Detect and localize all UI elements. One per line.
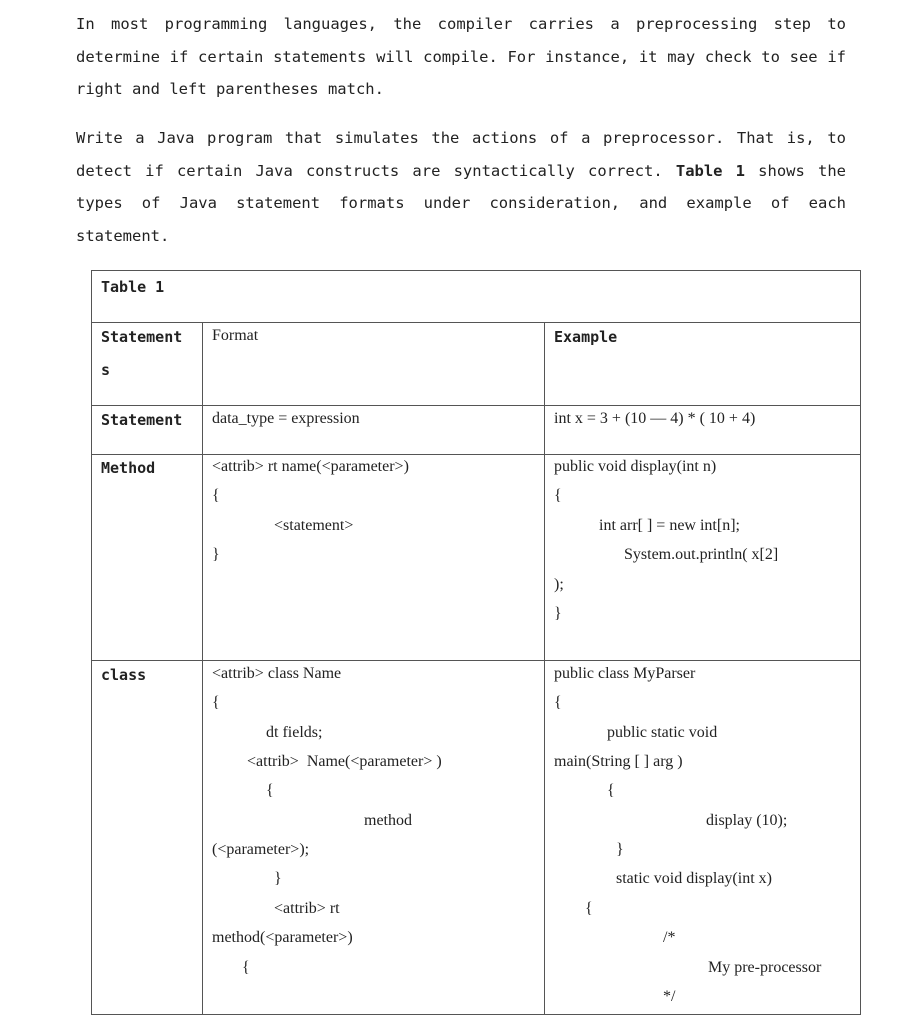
class-format-line: <attrib> rt <box>274 900 340 917</box>
method-example-line: System.out.println( x[2] <box>624 546 779 563</box>
class-format-line: method(<parameter>) <box>212 929 353 946</box>
class-format-line: { <box>212 694 220 711</box>
class-format-line: } <box>274 870 282 887</box>
method-example-line: } <box>554 605 562 622</box>
method-format-line: <attrib> rt name(<parameter>) <box>212 458 409 475</box>
class-format-line: dt fields; <box>266 724 323 741</box>
method-example-line: { <box>554 487 562 504</box>
class-example-line: static void display(int x) <box>616 870 772 887</box>
class-example-line: { <box>554 694 562 711</box>
class-example-line: public static void <box>607 724 718 741</box>
class-format-line: { <box>266 782 274 799</box>
intro-paragraph-2-start: Write a Java program that simulates the actions of a preprocessor. That is, to detect if certain Java constructs are syntactically correct. <box>76 129 846 180</box>
statement-example: int x = 3 + (10 — 4) * ( 10 + 4) <box>554 410 756 427</box>
class-example-line: public class MyParser <box>554 665 696 682</box>
method-format-line: } <box>212 546 220 563</box>
class-format-line: (<parameter>); <box>212 841 310 858</box>
table-divider <box>92 322 860 323</box>
table-divider <box>92 454 860 455</box>
row-label-statement: Statement <box>101 411 183 429</box>
column-divider <box>202 322 203 1014</box>
header-example: Example <box>554 328 618 346</box>
class-format-line: <attrib> class Name <box>212 665 342 682</box>
statement-format: data_type = expression <box>212 410 360 427</box>
table-divider <box>92 660 860 661</box>
method-example-line: ); <box>554 576 564 593</box>
intro-paragraph-2 <box>76 122 846 252</box>
method-example-line: public void display(int n) <box>554 458 717 475</box>
class-format-line: <attrib> Name(<parameter> ) <box>247 753 442 770</box>
class-example-line: { <box>607 782 615 799</box>
method-format-line: <statement> <box>274 517 354 534</box>
header-statements: Statement <box>101 328 183 346</box>
class-example-line: display (10); <box>706 812 788 829</box>
table-reference: Table 1 <box>675 161 746 180</box>
row-label-class: class <box>101 666 147 684</box>
header-format: Format <box>212 327 259 344</box>
column-divider <box>544 322 545 1014</box>
header-statements-wrap: s <box>101 361 111 379</box>
class-example-line: */ <box>663 988 676 1005</box>
intro-paragraph-2-end: shows the types of Java statement formats under consideration, and example of each statement. <box>76 161 846 245</box>
method-format-line: { <box>212 487 220 504</box>
table-divider <box>92 405 860 406</box>
class-example-line: { <box>585 900 593 917</box>
class-format-line: { <box>242 959 250 976</box>
class-example-line: } <box>616 841 624 858</box>
intro-paragraph-1: In most programming languages, the compiler carries a preprocessing step to determine if certain statements will compile. For instance, it may check to see if right and left parentheses match. <box>76 15 846 98</box>
statement-formats-table <box>91 270 861 1015</box>
class-example-line: /* <box>663 929 676 946</box>
class-format-line: method <box>364 812 412 829</box>
table-caption: Table 1 <box>101 278 165 296</box>
class-example-line: My pre-processor <box>708 959 822 976</box>
row-label-method: Method <box>101 459 156 477</box>
method-example-line: int arr[ ] = new int[n]; <box>599 517 740 534</box>
class-example-line: main(String [ ] arg ) <box>554 753 683 770</box>
